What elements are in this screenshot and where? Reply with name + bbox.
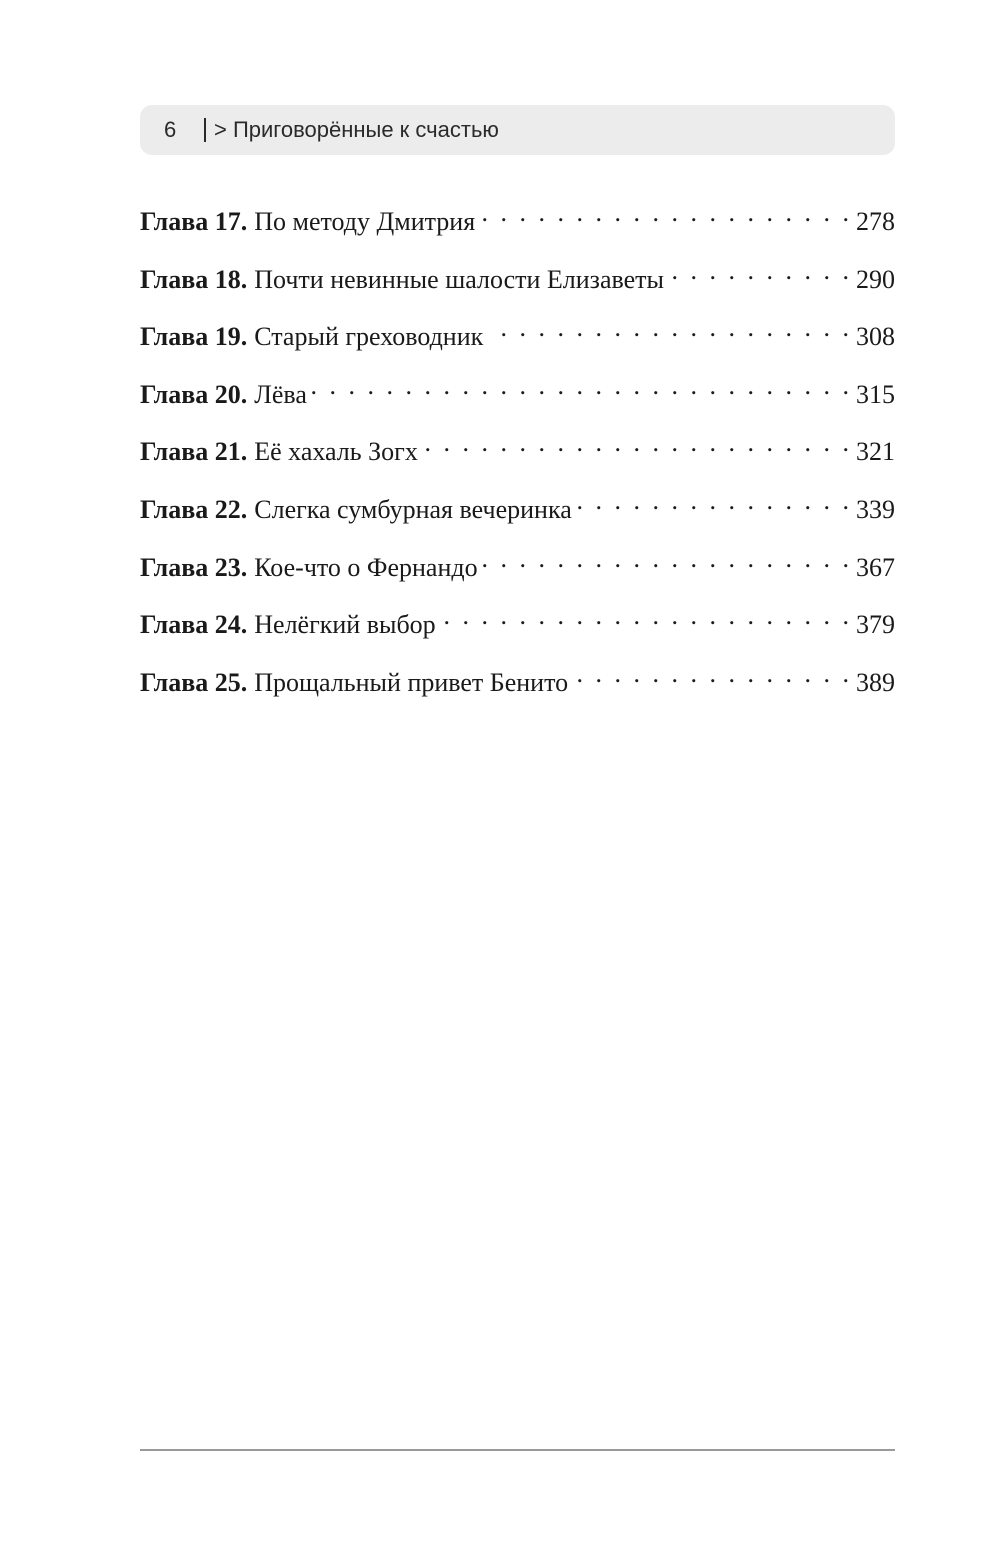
chapter-title: Старый греховодник xyxy=(254,322,484,352)
chapter-label: Глава 24. xyxy=(140,610,248,640)
chapter-label: Глава 25. xyxy=(140,667,248,697)
chapter-page: 308 xyxy=(856,322,895,352)
chapter-title: Слегка сумбурная вечеринка xyxy=(254,494,572,524)
chapter-label: Глава 20. xyxy=(140,379,248,409)
dot-leader xyxy=(487,311,852,345)
dot-leader xyxy=(311,369,852,403)
toc-entry[interactable] xyxy=(140,254,895,312)
chapter-page: 278 xyxy=(856,207,895,236)
chapter-page: 367 xyxy=(856,552,895,582)
dot-leader xyxy=(479,196,852,230)
dot-leader xyxy=(440,599,852,633)
dot-leader xyxy=(668,254,852,288)
chapter-label: Глава 17. xyxy=(140,207,248,236)
toc-entry[interactable] xyxy=(140,196,895,254)
toc-entry[interactable] xyxy=(140,426,895,484)
chapter-page: 339 xyxy=(856,494,895,524)
chapter-label: Глава 19. xyxy=(140,322,248,352)
page-number: 6 xyxy=(164,117,177,142)
chapter-page: 389 xyxy=(856,667,895,697)
chapter-title: Нелёгкий выбор xyxy=(254,610,436,640)
dot-leader xyxy=(482,542,852,576)
chapter-page: 315 xyxy=(856,379,895,409)
bottom-divider xyxy=(140,1449,895,1451)
dot-leader xyxy=(572,657,852,691)
chapter-page: 379 xyxy=(856,610,895,640)
running-title: > Приговорённые к счастью xyxy=(214,117,499,142)
chapter-page: 290 xyxy=(856,264,895,294)
toc-entry[interactable] xyxy=(140,311,895,369)
chapter-title: Её хахаль Зогх xyxy=(254,437,418,467)
toc-entry[interactable] xyxy=(140,599,895,657)
header-divider xyxy=(204,118,206,142)
chapter-label: Глава 22. xyxy=(140,494,248,524)
chapter-title: По методу Дмитрия xyxy=(254,207,476,236)
table-of-contents xyxy=(140,196,895,714)
toc-entry[interactable] xyxy=(140,542,895,600)
chapter-label: Глава 18. xyxy=(140,264,248,294)
chapter-title: Прощальный привет Бенито xyxy=(254,667,569,697)
running-header xyxy=(140,105,895,155)
toc-entry[interactable] xyxy=(140,484,895,542)
chapter-label: Глава 21. xyxy=(140,437,248,467)
dot-leader xyxy=(576,484,852,518)
chapter-page: 321 xyxy=(856,437,895,467)
toc-entry[interactable] xyxy=(140,369,895,427)
chapter-title: Лёва xyxy=(254,379,307,409)
dot-leader xyxy=(422,426,852,460)
chapter-title: Кое-что о Фернандо xyxy=(254,552,478,582)
chapter-label: Глава 23. xyxy=(140,552,248,582)
toc-entry[interactable] xyxy=(140,657,895,715)
chapter-title: Почти невинные шалости Елизаветы xyxy=(254,264,664,294)
